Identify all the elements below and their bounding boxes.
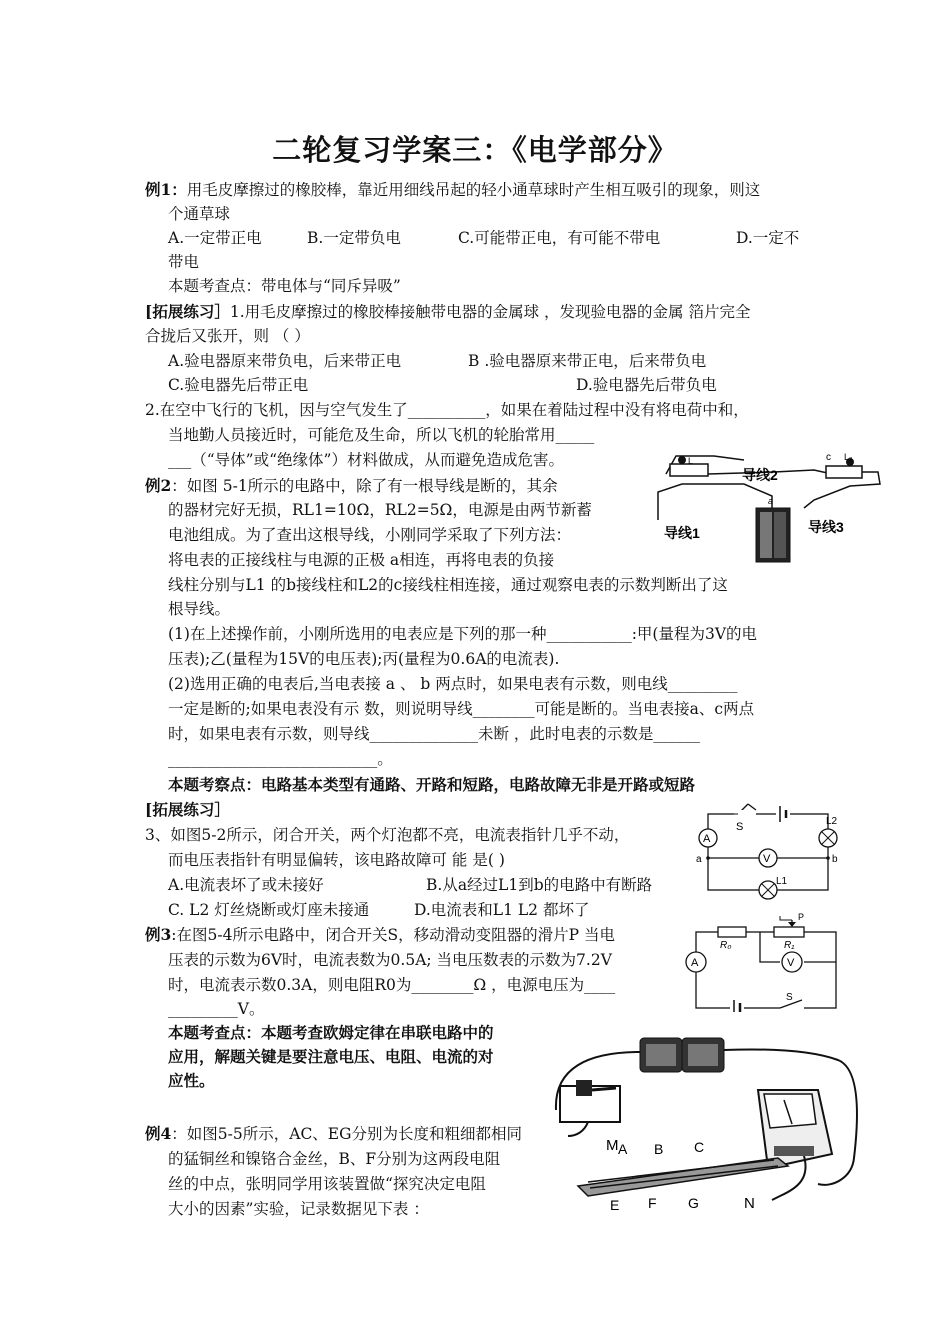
extension-1-line-1	[145, 300, 751, 324]
example-1-line-1	[145, 178, 760, 202]
figure-label-l2: L2	[826, 816, 838, 827]
figure-label-r0: R₀	[720, 940, 732, 951]
example-3-text-1: :在图5-4所示电路中，闭合开关S，移动滑动变阻器的滑片P 当电	[171, 926, 615, 944]
extension-1-q1: 1.用毛皮摩擦过的橡胶棒接触带电器的金属球 ，发现验电器的金属 箔片完全	[229, 303, 751, 321]
extension-1-option-b: B .验电器原来带正电，后来带负电	[468, 352, 707, 370]
extension-2-option-d: D.电流表和L1 L2 都坏了	[414, 901, 590, 919]
figure-label-g: G	[688, 1195, 699, 1211]
figure-label-b: B	[654, 1141, 664, 1157]
figure-label-l1: L1	[776, 876, 788, 887]
example-1-option-a: A.一定带正电	[168, 229, 262, 247]
example-4-line-3: 丝的中点，张明同学用该装置做“探究决定电阻	[168, 1175, 486, 1193]
extension-1-label: [拓展练习］	[145, 302, 230, 321]
figure-label-e: E	[610, 1197, 620, 1213]
wire-1-label: 导线1	[664, 525, 700, 541]
figure-label-s: S	[736, 821, 744, 833]
example-1-option-c: C.可能带正电，有可能不带电	[458, 229, 661, 247]
example-1-point: 本题考查点：带电体与“同斥异吸”	[168, 277, 401, 295]
wire-2-label: 导线2	[742, 467, 778, 483]
extension-2-line-1: 3、如图5-2所示，闭合开关，两个灯泡都不亮，电流表指针几乎不动，	[145, 826, 630, 844]
figure-label-p: P	[798, 912, 805, 922]
circuit-figure-5-2	[690, 800, 850, 900]
figure-label-c: C	[694, 1139, 705, 1155]
figure-label-b-point: b	[832, 854, 838, 865]
figure-label-l1: L	[688, 456, 694, 466]
example-1-question: 用毛皮摩擦过的橡胶棒，靠近用细线吊起的轻小通草球时产生相互吸引的现象，则这	[186, 181, 761, 199]
extension-1-option-d: D.验电器先后带负电	[576, 376, 717, 394]
example-3-line-4: _________V。	[168, 1000, 265, 1018]
example-2-text-1: ：如图 5-1所示的电路中，除了有一根导线是断的，其余	[171, 477, 558, 495]
ammeter-dial-icon	[764, 1094, 816, 1128]
example-2-line-5: 线柱分别与L1 的b接线柱和L2的c接线柱相连接，通过观察电表的示数判断出了这	[168, 576, 728, 594]
example-3-line-2: 压表的示数为6V时，电流表数为0.5A; 当电压数表的示数为7.2V	[168, 951, 612, 969]
example-1-option-d: D.一定不	[736, 229, 800, 247]
extension-2-option-c: C. L2 灯丝烧断或灯座未接通	[168, 901, 370, 919]
figure-label-a: a	[768, 496, 774, 506]
example-4-line-1	[145, 1122, 522, 1146]
example-2-line-1	[145, 474, 558, 498]
figure-label-f: F	[648, 1195, 657, 1211]
figure-label-s: S	[786, 992, 793, 1003]
example-2-line-7: (1)在上述操作前，小刚所选用的电表应是下列的那一种___________:甲(量程为3V的电	[168, 625, 758, 643]
example-2-line-9: (2)选用正确的电表后,当电表接 a 、 b 两点时，如果电表有示数，则电线_________	[168, 675, 738, 693]
circuit-figure-5-4	[680, 912, 850, 1012]
example-4-label: 例4	[145, 1124, 172, 1143]
circuit-figure-5-1	[654, 450, 886, 568]
example-3-point-1: 本题考查点：本题考查欧姆定律在串联电路中的	[168, 1023, 494, 1042]
example-3-line-1	[145, 923, 615, 947]
example-3-label: 例3	[145, 925, 172, 944]
figure-label-a: A	[618, 1141, 628, 1157]
figure-label-c: c	[826, 452, 831, 463]
example-2-line-4: 将电表的正接线柱与电源的正极 a相连，再将电表的负接	[168, 551, 555, 569]
extension-1-q2-line-2: 当地勤人员接近时，可能危及生命，所以飞机的轮胎常用_____	[168, 426, 595, 444]
example-3-point-2: 应用，解题关键是要注意电压、电阻、电流的对	[168, 1047, 494, 1066]
example-1-option-b: B.一定带负电	[307, 229, 401, 247]
example-3-line-3: 时，电流表示数0.3A，则电阻R0为________Ω ，电源电压为____	[168, 976, 616, 994]
figure-label-n: N	[744, 1195, 755, 1212]
lamp-l2-base	[826, 466, 862, 478]
extension-2-line-2: 而电压表指针有明显偏转，该电路故障可 能 是( )	[168, 851, 505, 869]
example-3-point-3: 应性。	[168, 1071, 215, 1090]
apparatus-figure-5-5	[548, 1028, 868, 1214]
extension-1-option-c: C.验电器先后带正电	[168, 376, 309, 394]
example-2-line-10: 一定是断的;如果电表没有示 数，则说明导线________可能是断的。当电表接a、c两点	[168, 700, 755, 718]
figure-label-v-meter: V	[763, 853, 771, 865]
figure-label-a-point: a	[696, 854, 702, 865]
example-2-line-2: 的器材完好无损，RL1=10Ω，RL2=5Ω，电源是由两节新蓄	[168, 501, 592, 519]
figure-label-v-meter: V	[787, 957, 795, 969]
extension-1-q2-line-1: 2.在空中飞行的飞机，因与空气发生了__________，如果在着陆过程中没有将电荷中和，	[145, 401, 749, 419]
extension-1-line-2: 合拢后又张开，则 （ ）	[145, 327, 310, 345]
example-2-point: 本题考察点：电路基本类型有通路、开路和短路，电路故障无非是开路或短路	[168, 775, 696, 794]
figure-label-l2: L₂	[844, 452, 853, 462]
resistor-r0-icon	[718, 927, 746, 937]
extension-2-option-b: B.从a经过L1到b的电路中有断路	[426, 876, 653, 894]
extension-1-option-a: A.验电器原来带负电，后来带正电	[168, 352, 402, 370]
figure-label-m: M	[606, 1137, 619, 1154]
example-2-line-11: 时，如果电表有示数，则导线______________未断 ，此时电表的示数是______	[168, 725, 700, 743]
extension-1-q2-line-3: ___（“导体”或“绝缘体”）材料做成，从而避免造成危害。	[168, 451, 564, 469]
example-4-text-1: ：如图5-5所示，AC、EG分别为长度和粗细都相同	[171, 1125, 523, 1143]
example-1-label: 例1：	[145, 180, 187, 199]
figure-label-a-meter: A	[703, 833, 711, 845]
example-2-label: 例2	[145, 476, 172, 495]
example-2-line-12: ___________________________。	[168, 750, 393, 768]
extension-2-option-a: A.电流表坏了或未接好	[168, 876, 324, 894]
example-2-line-8: 压表);乙(量程为15V的电压表);丙(量程为0.6A的电流表).	[168, 650, 560, 668]
example-2-line-6: 根导线。	[168, 600, 231, 618]
extension-2-label: [拓展练习］	[145, 800, 230, 819]
example-4-line-4: 大小的因素”实验，记录数据见下表 ：	[168, 1200, 429, 1218]
rheostat-r1-icon	[774, 927, 804, 937]
lamp-l1-icon	[678, 456, 686, 464]
example-1-option-d-cont: 带电	[168, 253, 200, 271]
figure-label-r1: R₁	[784, 940, 795, 951]
example-4-line-2: 的猛铜丝和镍铬合金丝，B、F分别为这两段电阻	[168, 1150, 501, 1168]
example-2-line-3: 电池组成。为了查出这根导线，小刚同学采取了下列方法：	[168, 526, 572, 544]
page-title: 二轮复习学案三：《电学部分》	[272, 133, 678, 167]
wire-3-label: 导线3	[808, 519, 844, 535]
figure-label-a-meter: A	[691, 957, 699, 969]
example-1-line-2: 个通草球	[168, 205, 231, 223]
